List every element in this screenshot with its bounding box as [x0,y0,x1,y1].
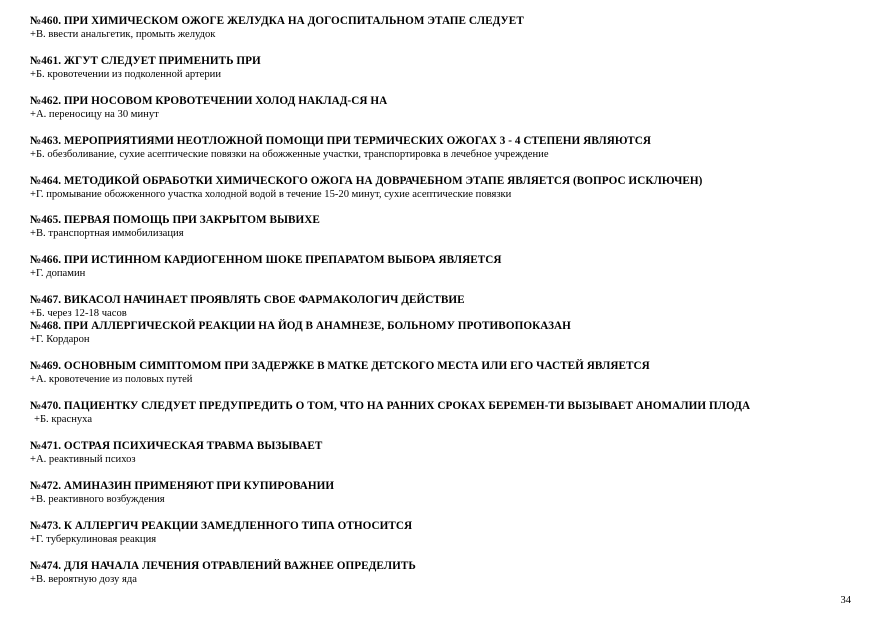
question-464 [30,175,870,201]
question-title: №474. ДЛЯ НАЧАЛА ЛЕЧЕНИЯ ОТРАВЛЕНИЙ ВАЖНЕЕ ОПРЕДЕЛИТЬ [30,560,416,572]
question-468 [30,320,870,346]
question-460 [30,15,870,41]
question-title: №463. МЕРОПРИЯТИЯМИ НЕОТЛОЖНОЙ ПОМОЩИ ПРИ ТЕРМИЧЕСКИХ ОЖОГАХ 3 - 4 СТЕПЕНИ ЯВЛЯЮТСЯ [30,135,652,147]
question-465 [30,214,870,240]
question-title: №469. ОСНОВНЫМ СИМПТОМОМ ПРИ ЗАДЕРЖКЕ В МАТКЕ ДЕТСКОГО МЕСТА ИЛИ ЕГО ЧАСТЕЙ ЯВЛЯЕТСЯ [30,360,650,372]
question-470 [30,400,870,426]
question-469 [30,360,870,386]
question-471 [30,440,870,466]
question-474 [30,560,870,586]
question-title: №461. ЖГУТ СЛЕДУЕТ ПРИМЕНИТЬ ПРИ [30,55,261,67]
question-title: №460. ПРИ ХИМИЧЕСКОМ ОЖОГЕ ЖЕЛУДКА НА ДОГОСПИТАЛЬНОМ ЭТАПЕ СЛЕДУЕТ [30,15,524,27]
question-answer: +В. ввести анальгетик, промыть желудок [30,29,216,40]
question-title: №472. АМИНАЗИН ПРИМЕНЯЮТ ПРИ КУПИРОВАНИИ [30,480,335,492]
question-title: №462. ПРИ НОСОВОМ КРОВОТЕЧЕНИИ ХОЛОД НАКЛАД-СЯ НА [30,95,388,107]
question-title: №464. МЕТОДИКОЙ ОБРАБОТКИ ХИМИЧЕСКОГО ОЖОГА НА ДОВРАЧЕБНОМ ЭТАПЕ ЯВЛЯЕТСЯ (ВОПРОС ИСКЛЮЧЕН) [30,175,703,187]
question-answer: +Б. краснуха [34,414,93,425]
question-answer: +А. кровотечение из половых путей [30,374,193,385]
question-title: №473. К АЛЛЕРГИЧ РЕАКЦИИ ЗАМЕДЛЕННОГО ТИПА ОТНОСИТСЯ [30,520,413,532]
question-473 [30,520,870,546]
question-answer: +Г. Кордарон [30,334,90,345]
question-title: №470. ПАЦИЕНТКУ СЛЕДУЕТ ПРЕДУПРЕДИТЬ О ТОМ, ЧТО НА РАННИХ СРОКАХ БЕРЕМЕН-ТИ ВЫЗЫВАЕТ АНОМАЛИИ ПЛОДА [30,400,751,412]
question-answer: +Б. через 12-18 часов [30,308,127,319]
question-463 [30,135,870,161]
question-answer: +Г. промывание обожженного участка холодной водой в течение 15-20 минут, сухие асептические повязки [30,189,512,200]
page-number: 34 [840,595,851,606]
question-answer: +А. переносицу на 30 минут [30,109,159,120]
question-467 [30,294,870,320]
question-answer: +Б. обезболивание, сухие асептические повязки на обожженные участки, транспортировка в лечебное учреждение [30,149,549,160]
question-466 [30,254,870,280]
question-472 [30,480,870,506]
question-461 [30,55,870,81]
question-answer: +Б. кровотечении из подколенной артерии [30,69,222,80]
question-title: №468. ПРИ АЛЛЕРГИЧЕСКОЙ РЕАКЦИИ НА ЙОД В АНАМНЕЗЕ, БОЛЬНОМУ ПРОТИВОПОКАЗАН [30,320,571,332]
question-title: №467. ВИКАСОЛ НАЧИНАЕТ ПРОЯВЛЯТЬ СВОЕ ФАРМАКОЛОГИЧ ДЕЙСТВИЕ [30,294,465,306]
question-answer: +Г. туберкулиновая реакция [30,534,157,545]
question-answer: +В. вероятную дозу яда [30,574,137,585]
question-answer: +В. реактивного возбуждения [30,494,165,505]
question-answer: +А. реактивный психоз [30,454,136,465]
question-title: №471. ОСТРАЯ ПСИХИЧЕСКАЯ ТРАВМА ВЫЗЫВАЕТ [30,440,323,452]
question-title: №466. ПРИ ИСТИННОМ КАРДИОГЕННОМ ШОКЕ ПРЕПАРАТОМ ВЫБОРА ЯВЛЯЕТСЯ [30,254,502,266]
question-title: №465. ПЕРВАЯ ПОМОЩЬ ПРИ ЗАКРЫТОМ ВЫВИХЕ [30,214,320,226]
question-answer: +Г. допамин [30,268,86,279]
question-462 [30,95,870,121]
question-answer: +В. транспортная иммобилизация [30,228,184,239]
